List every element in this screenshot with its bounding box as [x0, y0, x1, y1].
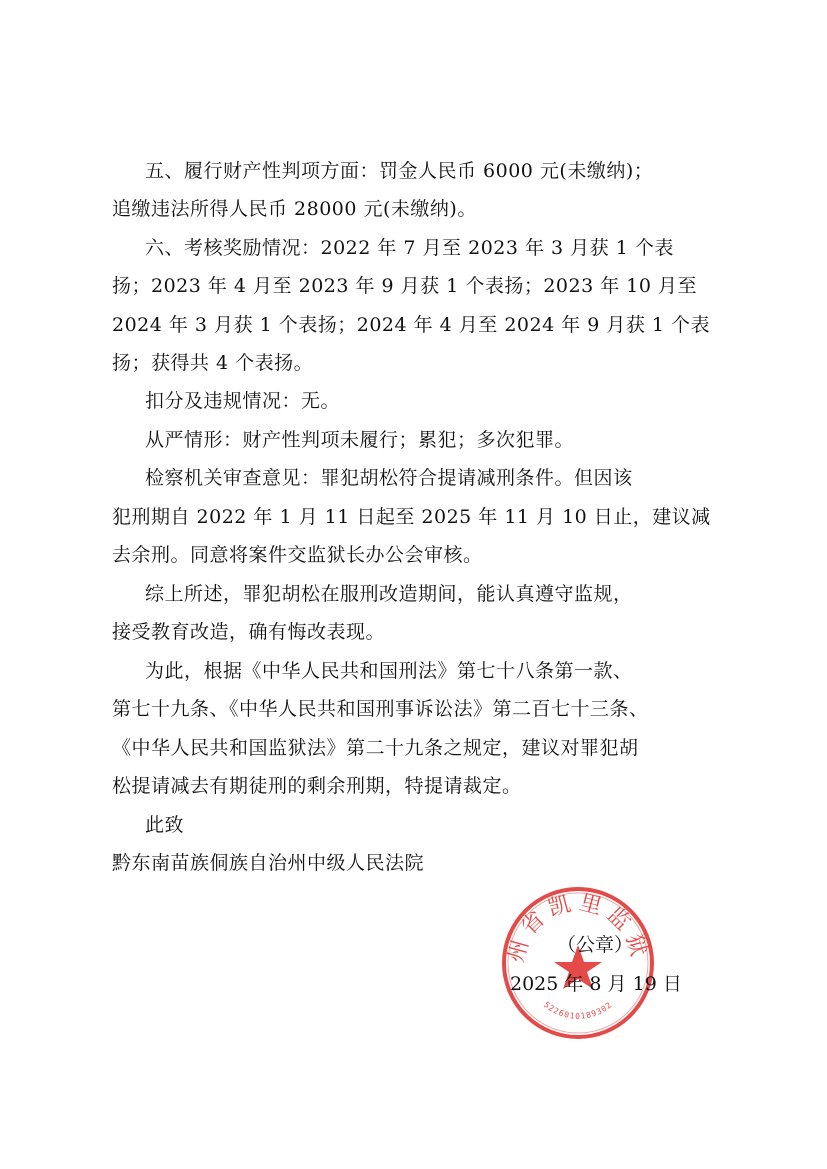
legal-basis-line-4: 松提请减去有期徒刑的剩余刑期，特提请裁定。 — [112, 775, 522, 797]
summary-line-2: 接受教育改造，确有悔改表现。 — [112, 621, 386, 643]
svg-text:州省凯里监狱: 州省凯里监狱 — [503, 890, 653, 966]
salutation: 此致 — [145, 814, 185, 836]
procuratorate-opinion-line-3: 去余刑。同意将案件交监狱长办公会审核。 — [112, 544, 483, 566]
paragraph-6-line-1: 六、考核奖励情况：2022 年 7 月至 2023 年 3 月获 1 个表 — [145, 237, 674, 259]
svg-text:5226010189302: 5226010189302 — [541, 1000, 615, 1021]
paragraph-5-line-2: 追缴违法所得人民币 28000 元(未缴纳)。 — [112, 198, 477, 220]
procuratorate-opinion-line-1: 检察机关审查意见：罪犯胡松符合提请减刑条件。但因该 — [145, 467, 633, 489]
summary-line-1: 综上所述，罪犯胡松在服刑改造期间，能认真遵守监规， — [145, 583, 633, 605]
document-date: 2025 年 8 月 19 日 — [510, 973, 682, 995]
paragraph-6-line-4: 扬；获得共 4 个表扬。 — [112, 352, 314, 374]
legal-basis-line-2: 第七十九条、《中华人民共和国刑事诉讼法》第二百七十三条、 — [112, 698, 649, 720]
seal-label: （公章） — [557, 934, 634, 956]
deductions-line: 扣分及违规情况：无。 — [145, 390, 341, 412]
recipient-court: 黔东南苗族侗族自治州中级人民法院 — [112, 852, 425, 874]
official-seal — [498, 883, 658, 1043]
procuratorate-opinion-line-2: 犯刑期自 2022 年 1 月 11 日起至 2025 年 11 月 10 日止，建议减 — [112, 506, 711, 528]
strict-circumstances-line: 从严情形：财产性判项未履行；累犯；多次犯罪。 — [145, 429, 575, 451]
legal-basis-line-1: 为此，根据《中华人民共和国刑法》第七十八条第一款、 — [145, 660, 633, 682]
paragraph-5-line-1: 五、履行财产性判项方面：罚金人民币 6000 元(未缴纳)； — [145, 160, 654, 182]
paragraph-6-line-3: 2024 年 3 月获 1 个表扬；2024 年 4 月至 2024 年 9 月获 1 个表 — [112, 314, 711, 336]
legal-basis-line-3: 《中华人民共和国监狱法》第二十九条之规定，建议对罪犯胡 — [112, 737, 639, 759]
paragraph-6-line-2: 扬；2023 年 4 月至 2023 年 9 月获 1 个表扬；2023 年 10 月至 — [112, 275, 697, 297]
